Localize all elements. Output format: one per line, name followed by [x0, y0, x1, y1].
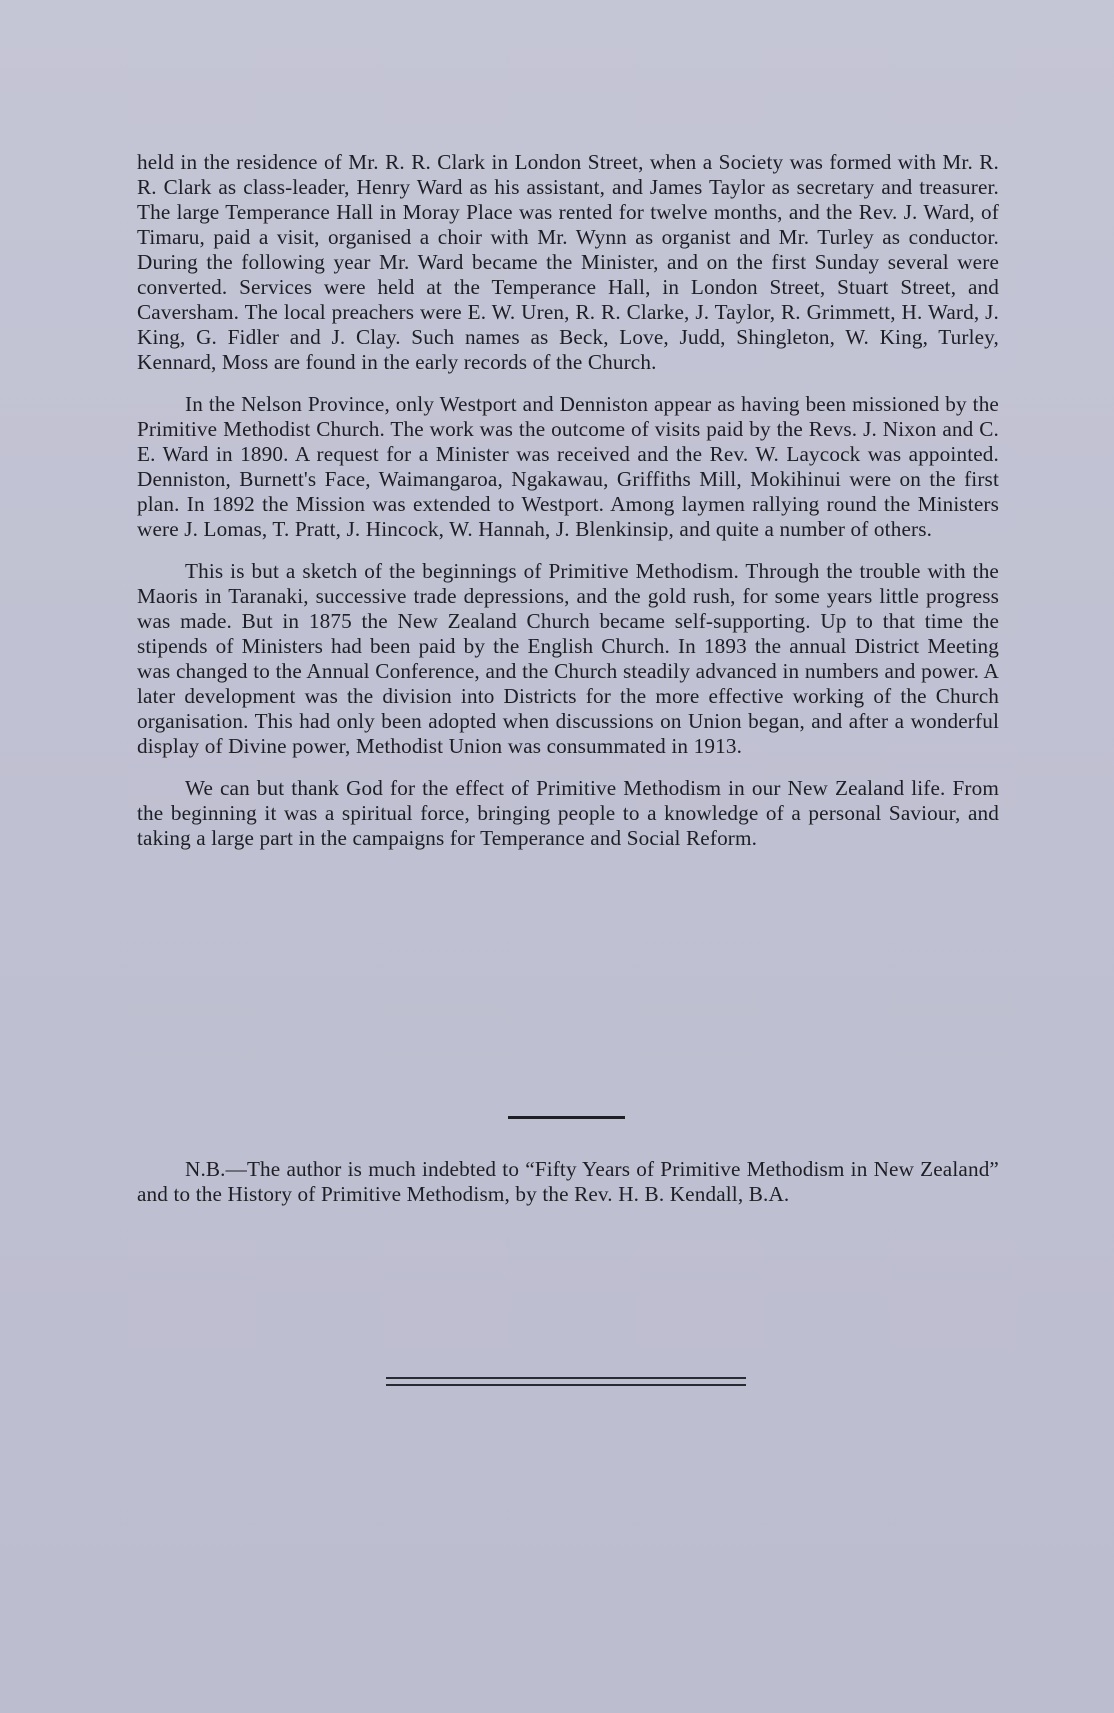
paragraph-4: We can but thank God for the effect of Primitive Methodism in our New Zealand life. From the beginning it was a spiritual force, bringing people to a knowledge of a personal Saviour, and taking a large part in the campaigns for Temperance and Social Reform.	[137, 776, 999, 850]
author-note: N.B.—The author is much indebted to “Fifty Years of Primitive Methodism in New Zealand” and to the History of Primitive Methodism, by the Rev. H. B. Kendall, B.A.	[137, 1157, 999, 1206]
paragraph-2: In the Nelson Province, only Westport and Denniston appear as having been missioned by the Primitive Methodist Church. The work was the outcome of visits paid by the Revs. J. Nixon and C. E. Ward in 1890. A request for a Minister was received and the Rev. W. Laycock was appointed. Denniston, Burnett's Face, Waimangaroa, Ngakawau, Griffiths Mill, Mokihinui were on the first plan. In 1892 the Mission was extended to Westport. Among laymen rallying round the Ministers were J. Lomas, T. Pratt, J. Hincock, W. Hannah, J. Blenkinsip, and quite a number of others.	[137, 392, 999, 541]
paragraph-3: This is but a sketch of the beginnings of Primitive Methodism. Through the trouble with the Maoris in Taranaki, successive trade depressions, and the gold rush, for some years little progress was made. But in 1875 the New Zealand Church became self-supporting. Up to that time the stipends of Ministers had been paid by the English Church. In 1893 the annual District Meeting was changed to the Annual Conference, and the Church steadily advanced in numbers and power. A later development was the division into Districts for the more effective working of the Church organisation. This had only been adopted when discussions on Union began, and after a wonderful display of Divine power, Methodist Union was consummated in 1913.	[137, 559, 999, 758]
paragraph-1: held in the residence of Mr. R. R. Clark in London Street, when a Society was formed with Mr. R. R. Clark as class-leader, Henry Ward as his assistant, and James Taylor as secretary and treasurer. The large Temperance Hall in Moray Place was rented for twelve months, and the Rev. J. Ward, of Timaru, paid a visit, organised a choir with Mr. Wynn as organist and Mr. Turley as conductor. During the following year Mr. Ward became the Minister, and on the first Sunday several were converted. Services were held at the Temperance Hall, in London Street, Stuart Street, and Caversham. The local preachers were E. W. Uren, R. R. Clarke, J. Taylor, R. Grimmett, H. Ward, J. King, G. Fidler and J. Clay. Such names as Beck, Love, Judd, Shingleton, W. King, Turley, Kennard, Moss are found in the early records of the Church.	[137, 150, 999, 374]
body-text	[137, 150, 999, 868]
end-double-rule	[386, 1377, 746, 1386]
section-divider	[508, 1116, 625, 1119]
